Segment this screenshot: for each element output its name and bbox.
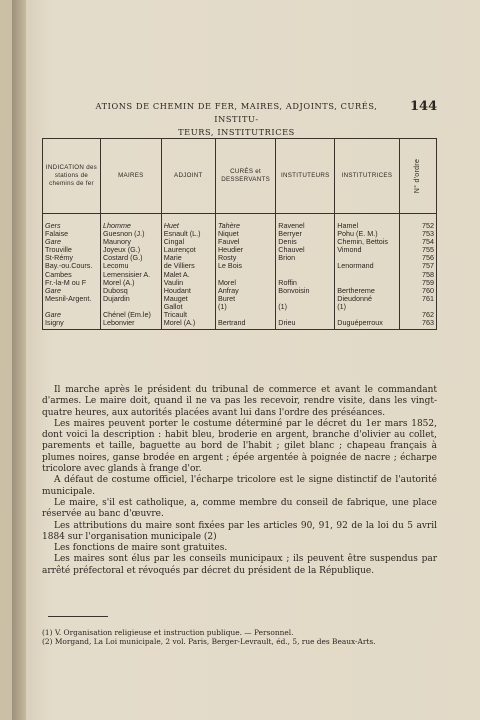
table-cell-institutrice <box>335 271 399 279</box>
table-cell-cure: Buret <box>215 295 275 303</box>
table-row <box>43 246 437 254</box>
table-cell-maire: Guesnon (J.) <box>100 230 161 238</box>
table-cell-station: Isigny <box>43 319 101 330</box>
table-cell-instituteur: Ravenel <box>276 214 335 231</box>
table-cell-station: Mesnil-Argent. <box>43 295 101 303</box>
table-row <box>43 319 437 330</box>
col-header-instituteurs: INSTITUTEURS <box>276 139 335 214</box>
table-cell-institutrice: Lenormand <box>335 262 399 270</box>
table-cell-station: Gers <box>43 214 101 231</box>
table-cell-maire: Maunory <box>100 238 161 246</box>
table-cell-cure: Rosty <box>215 254 275 262</box>
table-cell-adjoint: Esnault (L.) <box>161 230 215 238</box>
table-cell-ordre: 753 <box>399 230 436 238</box>
table-cell-cure: Bertrand <box>215 319 275 330</box>
table-cell-ordre: 758 <box>399 271 436 279</box>
table-cell-station: Cambes <box>43 271 101 279</box>
table-header-row <box>43 139 437 214</box>
page-number: 144 <box>410 99 438 114</box>
table-cell-institutrice: Hamel <box>335 214 399 231</box>
table-cell-institutrice: Vimond <box>335 246 399 254</box>
table-cell-cure: Heudier <box>215 246 275 254</box>
paragraph: A défaut de costume officiel, l'écharpe tricolore est le signe distinctif de l'autorité municipale. <box>42 475 437 497</box>
table-cell-ordre: 755 <box>399 246 436 254</box>
table-cell-station: Gare <box>43 287 101 295</box>
table-cell-instituteur <box>276 262 335 270</box>
table-cell-institutrice: Chemin, Bettois <box>335 238 399 246</box>
table-cell-station: Falaise <box>43 230 101 238</box>
table-row <box>43 295 437 303</box>
paragraph: Il marche après le président du tribunal de commerce et avant le commandant d'armes. Le maire doit, quand il ne va pas les recevoir, rendre visite, dans les vingt-quatre heures, aux autorités placées avant lui dans l'ordre des préséances. <box>42 385 437 418</box>
col-header-adjoint: ADJOINT <box>161 139 215 214</box>
table-cell-ordre: 760 <box>399 287 436 295</box>
table-cell-instituteur: Brion <box>276 254 335 262</box>
table-cell-adjoint: Laurençot <box>161 246 215 254</box>
table-cell-adjoint: Cingal <box>161 238 215 246</box>
table-cell-adjoint: Huet <box>161 214 215 231</box>
table-cell-maire: Lemensisier A. <box>100 271 161 279</box>
running-header <box>74 100 399 139</box>
table-cell-maire: Lecomu <box>100 262 161 270</box>
table-cell-station: Gare <box>43 238 101 246</box>
table-row <box>43 279 437 287</box>
table-cell-institutrice: Berthereme <box>335 287 399 295</box>
col-header-maires: MAIRES <box>100 139 161 214</box>
table-cell-cure: Fauvel <box>215 238 275 246</box>
table-cell-adjoint: Malet A. <box>161 271 215 279</box>
table-row <box>43 214 437 231</box>
table-cell-institutrice: Pohu (E. M.) <box>335 230 399 238</box>
table-cell-instituteur: Berryer <box>276 230 335 238</box>
paragraph: Les maires sont élus par les conseils municipaux ; ils peuvent être suspendus par arrêté préfectoral et révoqués par décret du président de la République. <box>42 554 437 576</box>
table-cell-ordre: 754 <box>399 238 436 246</box>
table-cell-cure: Morel <box>215 279 275 287</box>
table-cell-ordre: 761 <box>399 295 436 303</box>
book-page <box>12 0 480 720</box>
ordre-label: N° d'ordre <box>413 158 421 194</box>
table-row <box>43 303 437 311</box>
table-cell-maire: Joyeux (G.) <box>100 246 161 254</box>
table-cell-maire: Dubosq <box>100 287 161 295</box>
table-cell-maire: Costard (G.) <box>100 254 161 262</box>
table-cell-instituteur: Drieu <box>276 319 335 330</box>
table-cell-adjoint: Marie <box>161 254 215 262</box>
table-row <box>43 287 437 295</box>
table-cell-maire: Lebonvier <box>100 319 161 330</box>
table-cell-station: Fr.-la-M ou F <box>43 279 101 287</box>
footnote-rule <box>48 616 108 617</box>
paragraph: Les maires peuvent porter le costume déterminé par le décret du 1er mars 1852, dont voici la description : habit bleu, broderie en argent, branche d'olivier au collet, parements et taille, baguette au bord de l'habit ; gilet blanc ; chapeau français à plumes noires, ganse brodée en argent ; épée argentée à poignée de nacre ; écharpe tricolore avec glands à frange d'or. <box>42 418 437 475</box>
table-cell-station: Bay.-ou.Cours. <box>43 262 101 270</box>
paragraph: Les attributions du maire sont fixées par les articles 90, 91, 92 de la loi du 5 avril 1884 sur l'organisation municipale (2) <box>42 520 437 542</box>
header-line-2: TEURS, INSTITUTRICES <box>178 127 295 137</box>
paragraph: Les fonctions de maire sont gratuites. <box>54 543 228 554</box>
table-cell-ordre: 752 <box>399 214 436 231</box>
table-cell-institutrice: (1) <box>335 303 399 311</box>
table-row <box>43 262 437 270</box>
table-cell-maire: Morel (A.) <box>100 279 161 287</box>
table-cell-cure: Tahère <box>215 214 275 231</box>
table-cell-instituteur: (1) <box>276 303 335 311</box>
table-cell-cure: Niquet <box>215 230 275 238</box>
footnotes <box>42 628 437 646</box>
table-cell-adjoint: Houdant <box>161 287 215 295</box>
table-cell-institutrice: Dieudonné <box>335 295 399 303</box>
table-cell-station: Gare <box>43 311 101 319</box>
table-cell-station: Trouville <box>43 246 101 254</box>
table-cell-maire: Chénel (Em.le) <box>100 311 161 319</box>
table-cell-instituteur: Bonvoisin <box>276 287 335 295</box>
table-body <box>43 214 437 330</box>
footnote: (1) V. Organisation religieuse et instruction publique. — Personnel. <box>42 628 294 637</box>
table-cell-cure: (1) <box>215 303 275 311</box>
table-cell-ordre: 757 <box>399 262 436 270</box>
stations-table <box>42 138 437 330</box>
table-cell-ordre: 756 <box>399 254 436 262</box>
table-row <box>43 271 437 279</box>
table-cell-adjoint: de Villiers <box>161 262 215 270</box>
table-cell-cure: Anfray <box>215 287 275 295</box>
table-cell-maire: Dujardin <box>100 295 161 303</box>
table-cell-instituteur: Denis <box>276 238 335 246</box>
table-cell-cure: Le Bois <box>215 262 275 270</box>
table-cell-ordre: 759 <box>399 279 436 287</box>
col-header-institutrices: INSTITUTRICES <box>335 139 399 214</box>
col-header-ordre <box>399 139 436 214</box>
col-header-cures: CURÉS et DESSERVANTS <box>215 139 275 214</box>
page-gutter <box>12 0 26 720</box>
body-text <box>42 385 437 577</box>
table-cell-instituteur: Roffin <box>276 279 335 287</box>
table-cell-ordre: 762 <box>399 311 436 319</box>
table-cell-adjoint: Tricault <box>161 311 215 319</box>
col-header-station: INDICATION des stations de chemins de fer <box>43 139 101 214</box>
table-cell-station: St-Rémy <box>43 254 101 262</box>
table-cell-ordre: 763 <box>399 319 436 330</box>
table-cell-institutrice: Duguéperroux <box>335 319 399 330</box>
table-cell-instituteur: Chauvel <box>276 246 335 254</box>
paragraph: Le maire, s'il est catholique, a, comme membre du conseil de fabrique, une place réservée au banc d'œuvre. <box>42 497 437 520</box>
footnote: (2) Morgand, La Loi municipale, 2 vol. Paris, Berger-Levrault, éd., 5, rue des Beaux-Arts. <box>42 637 376 646</box>
table-cell-adjoint: Gallot <box>161 303 215 311</box>
header-line-1: ATIONS DE CHEMIN DE FER, MAIRES, ADJOINTS, CURÉS, INSTITU- <box>95 101 378 124</box>
table-cell-adjoint: Mauget <box>161 295 215 303</box>
table-cell-adjoint: Morel (A.) <box>161 319 215 330</box>
table-cell-maire: Lhomme <box>100 214 161 231</box>
table-cell-adjoint: Vaulin <box>161 279 215 287</box>
